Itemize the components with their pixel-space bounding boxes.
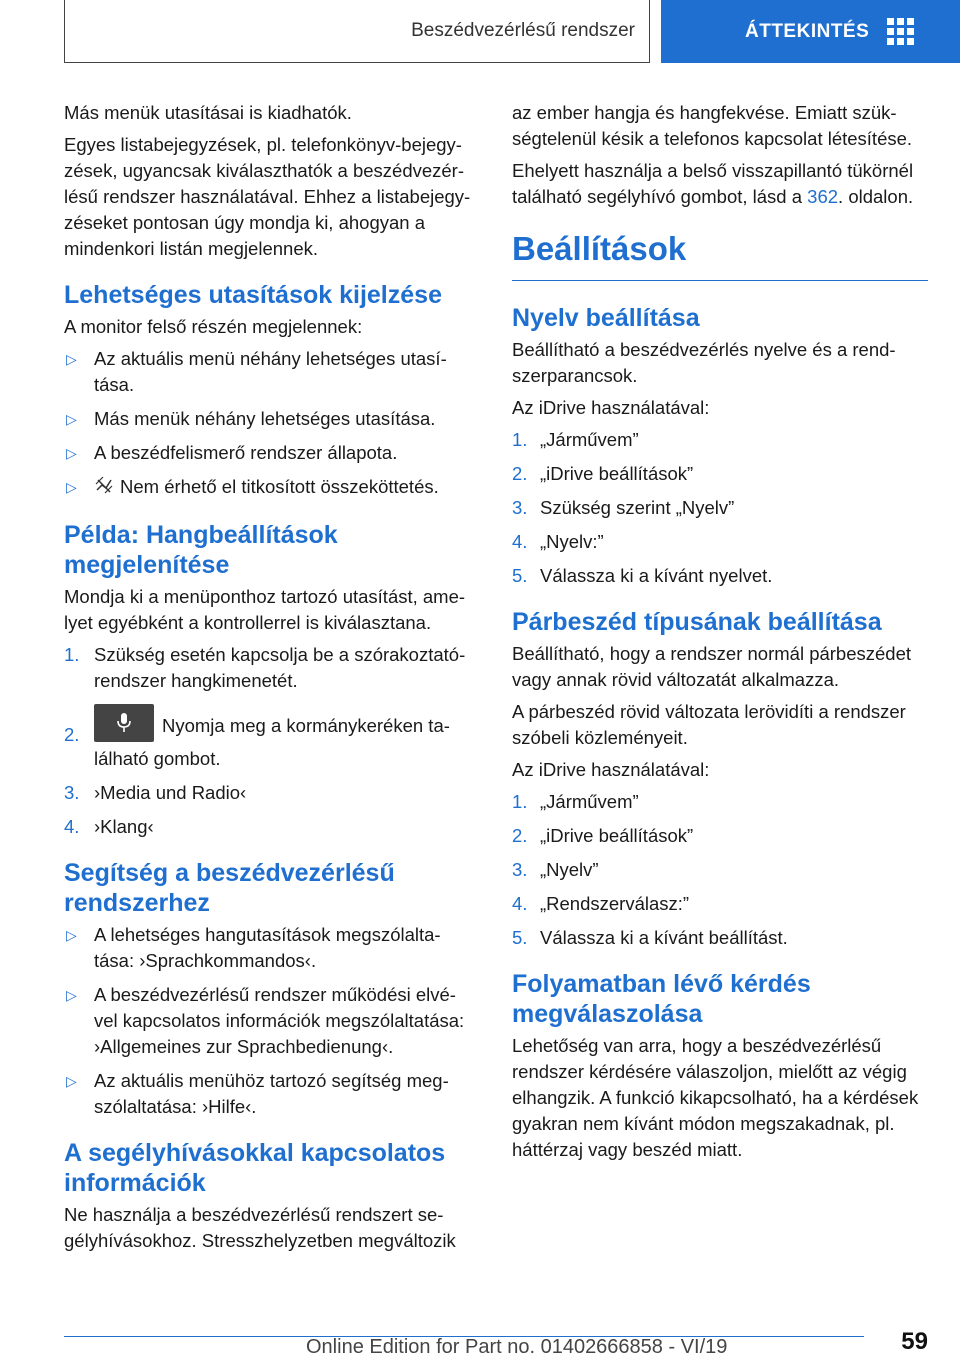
header-section-title: [64, 0, 650, 63]
heading-commands: Lehetséges utasítások kijelzése: [64, 281, 442, 309]
list-item: 4. „Nyelv:”: [512, 531, 604, 552]
paragraph: Más menük utasításai is kiadhatók.: [64, 102, 352, 123]
list-item: 1. Szükség esetén kapcsolja be a szórakoztató-rendszer hangkimenetét.: [64, 643, 466, 691]
list-item: 3. „Nyelv”: [512, 859, 599, 880]
dialog-steps: [512, 789, 928, 951]
list-item: ▷ Más menük néhány lehetséges utasítása.: [64, 406, 478, 432]
right-column: [512, 100, 928, 1169]
paragraph: Beállítható, hogy a rendszer normál párbeszédet vagy annak rövid változatát alkalmazza.: [512, 643, 912, 690]
list-item: ▷ A beszédvezérlésű rendszer működési elvé-vel kapcsolatos információk megszólaltatása: ›Allgemeines zur Sprachbedienung‹.: [66, 983, 465, 1057]
list-item: ▷ Az aktuális menü néhány lehetséges utasí-tása.: [66, 348, 447, 395]
header-chapter-tab[interactable]: [661, 0, 960, 63]
bullet-triangle-icon: ▷: [66, 351, 77, 367]
list-item: 1. „Járművem”: [512, 429, 639, 450]
list-item: 5. Válassza ki a kívánt beállítást.: [512, 927, 788, 948]
paragraph: Az iDrive használatával:: [512, 759, 710, 780]
example-steps: [64, 642, 478, 840]
paragraph: Az iDrive használatával:: [512, 397, 710, 418]
grid-menu-icon[interactable]: [887, 18, 914, 45]
heading-settings: Beállítások: [512, 228, 928, 281]
list-item: 3. Szükség szerint „Nyelv”: [512, 497, 735, 518]
left-column: [64, 100, 478, 1260]
footer-edition: Online Edition for Part no. 01402666858 - VI/19: [306, 1336, 728, 1358]
heading-dialog: Párbeszéd típusának beállítása: [512, 608, 882, 636]
list-item: 1. „Járművem”: [512, 791, 639, 812]
paragraph: Beállítható a beszédvezérlés nyelve és a rend-szerparancsok.: [512, 339, 896, 386]
page-number: 59: [901, 1328, 928, 1355]
heading-emergency: A segélyhívásokkal kapcsolatos információk: [64, 1138, 446, 1197]
language-steps: [512, 427, 928, 589]
paragraph: Egyes listabejegyzések, pl. telefonkönyv-bejegy-zések, ugyancsak kiválaszthatók a beszédvezér-lésű rendszer használatával. Ehhez a listabejegy-zéseket pontosan úgy mondja ki, ahogyan a mindenkori listán megjelennek.: [64, 134, 471, 259]
paragraph: A párbeszéd rövid változata lerövidíti a rendszer szóbeli közleményeit.: [512, 701, 906, 748]
bullet-triangle-icon: ▷: [66, 1072, 77, 1089]
list-item: ▷ Nem érhető el titkosított összeköttetés.: [64, 474, 478, 502]
commands-list: [64, 346, 478, 502]
list-item: 2. „iDrive beállítások”: [512, 825, 694, 846]
list-item: 5. Válassza ki a kívánt nyelvet.: [512, 565, 773, 586]
microphone-button-icon: [94, 704, 154, 742]
list-item: 2. „iDrive beállítások”: [512, 463, 694, 484]
bullet-triangle-icon: ▷: [66, 986, 77, 1003]
bullet-triangle-icon: ▷: [66, 479, 77, 495]
paragraph: Lehetőség van arra, hogy a beszédvezérlésű rendszer kérdésére válaszoljon, mielőtt az végig elhangzik. A funkció kikapcsolható, ha a kérdések gyakran nem kívánt módon megszakadnak, pl. háttérzaj vagy beszéd miatt.: [512, 1035, 919, 1160]
list-item: 4. ›Klang‹: [64, 815, 154, 837]
heading-help: Segítség a beszédvezérlésű rendszerhez: [64, 858, 395, 917]
help-list: [64, 922, 478, 1120]
no-encryption-icon: [94, 475, 114, 502]
bullet-triangle-icon: ▷: [66, 445, 77, 461]
chapter-title: ÁTTEKINTÉS: [745, 20, 870, 42]
heading-example: Példa: Hangbeállítások megjelenítése: [64, 520, 338, 579]
list-item: ▷ Az aktuális menühöz tartozó segítség meg-szólaltatása: ›Hilfe‹.: [66, 1069, 449, 1117]
page-reference-link[interactable]: 362: [807, 186, 839, 207]
paragraph: A monitor felső részén megjelennek:: [64, 316, 363, 337]
list-item: ▷ A lehetséges hangutasítások megszólalta-tása: ›Sprachkommandos‹.: [66, 923, 441, 971]
bullet-triangle-icon: ▷: [66, 411, 77, 427]
paragraph: az ember hangja és hangfekvése. Emiatt szük-ségtelenül késik a telefonos kapcsolat létesítése.: [512, 102, 913, 149]
list-item: 4. „Rendszerválasz:”: [512, 893, 690, 914]
bullet-triangle-icon: ▷: [66, 926, 77, 943]
paragraph: Ne használja a beszédvezérlésű rendszert se-gélyhívásokhoz. Stresszhelyzetben megváltozik: [64, 1203, 456, 1251]
list-item: ▷ A beszédfelismerő rendszer állapota.: [64, 440, 478, 466]
paragraph: Ehelyett használja a belső visszapillantó tükörnél található segélyhívó gombot, lásd a 362. oldalon.: [512, 160, 914, 207]
paragraph: Mondja ki a menüponthoz tartozó utasítást, ame-lyet egyébként a kontrollerrel is kiválasztana.: [64, 585, 466, 633]
section-title: Beszédvezérlésű rendszer: [411, 20, 635, 41]
heading-answer: Folyamatban lévő kérdés megválaszolása: [512, 970, 811, 1028]
heading-language: Nyelv beállítása: [512, 304, 700, 332]
list-item: 2. Nyomja meg a kormánykeréken ta-lálható gombot.: [64, 708, 478, 772]
list-item: 3. ›Media und Radio‹: [64, 781, 247, 803]
